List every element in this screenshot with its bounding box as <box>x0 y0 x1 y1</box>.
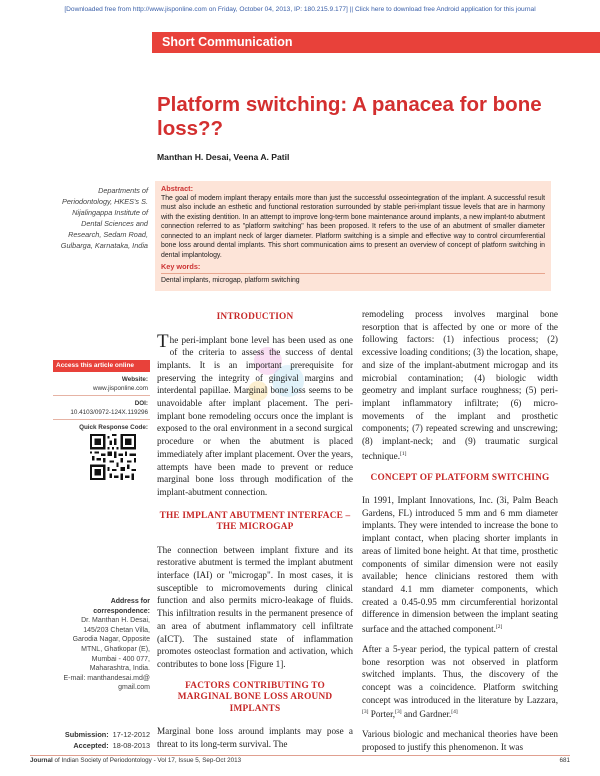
left-column <box>157 308 353 758</box>
doi-value[interactable]: 10.4103/0972-124X.119296 <box>70 409 148 416</box>
footer-divider <box>30 755 570 756</box>
website-label: Website: <box>121 376 148 383</box>
journal-bold: Journal <box>30 757 53 764</box>
ref-link[interactable]: [2] <box>495 624 503 631</box>
factors-continued <box>362 308 558 463</box>
iai-paragraph: The connection between implant fixture and its restorative abutment is termed the implant abutment interface (IAI) or "microgap". In most cases, it is susceptible to micromovements during clinical function and also permits micro-leakage of fluids. This infiltration results in the permanent presence of an area of abutment inflammatory cell infiltrate (aICT). The sustained state of inflammation promotes osteoclast formation and activation, which contributes to bone loss [Figure 1]. <box>157 544 353 669</box>
accepted-label: Accepted: <box>73 741 109 750</box>
correspondence-block <box>52 597 150 693</box>
download-banner[interactable]: [Downloaded free from http://www.jisponline.com on Friday, October 04, 2013, IP: 180.215.9.177] || Click here to download free Android application for this journal <box>64 6 536 13</box>
ref-link[interactable]: [3] <box>362 709 369 716</box>
corr-line: Garodia Nagar, Opposite <box>72 636 150 644</box>
corr-line: MTNL, Ghatkopar (E), <box>81 645 150 653</box>
concept-heading: CONCEPT OF PLATFORM SWITCHING <box>370 472 550 483</box>
ref-link[interactable]: [3] <box>395 709 402 716</box>
corr-email-domain[interactable]: gmail.com <box>118 684 150 692</box>
concept-text-1: In 1991, Implant Innovations, Inc. (3i, Palm Beach Gardens, FL) introduced 5 mm and 6 mm diameter implants. They were intended to increase the bone to implant contact, when placing shorter implants in areas of limited bone height. At that time, prosthetic components of similar dimension were not easily available; hence clinicians restored them with standard 4.1 mm diameter components, which created a 0.45-0.95 mm circumferential horizontal difference in dimension between the implant seating surface and the attached component. <box>362 495 558 635</box>
accepted-date: 18-08-2013 <box>112 741 150 750</box>
qr-label: Quick Response Code: <box>79 424 148 431</box>
dropcap: T <box>157 330 169 352</box>
website-row <box>53 372 150 396</box>
doi-label: DOI: <box>134 400 148 407</box>
qr-code-icon[interactable] <box>90 434 136 480</box>
corr-line: Mumbai - 400 077, <box>91 655 150 663</box>
keywords-text: Dental implants, microgap, platform switching <box>161 276 300 284</box>
right-column <box>362 308 558 760</box>
correspondence-label: Address for correspondence: <box>93 598 150 615</box>
abstract-box <box>155 181 551 291</box>
keywords-label: Key words: <box>161 262 201 271</box>
access-header: Access this article online <box>53 360 150 372</box>
concept-text-2c: and Gardner. <box>401 709 452 720</box>
journal-name <box>30 757 241 764</box>
factors-paragraph: Marginal bone loss around implants may pose a threat to its long-term survival. The <box>157 726 353 749</box>
intro-text: he peri-implant bone level has been used as one of the criteria to assess the success of dental implants. It is an important prerequisite for preserving the integrity of gingival margins and interdental papillae. Marginal bone loss seems to be unavoidable after implant placement. The peri-implant bone remodeling occurs once the implant is exposed to the oral environment in a second surgical procedure or when the abutment is placed immediately after implant placement. Over the years, attempts have been made to prevent or reduce marginal bone loss through modification of the implant-abutment connection. <box>157 334 353 497</box>
submission-date: 17-12-2012 <box>112 730 150 739</box>
affiliation: Departments of Periodontology, HKES's S. Nijalingappa Institute of Dental Sciences and Research, Sedam Road, Gulbarga, Karnataka, India <box>60 186 148 250</box>
concept-paragraph-2 <box>362 643 558 721</box>
corr-line: Maharashtra, India. <box>89 665 150 673</box>
abstract-label: Abstract: <box>161 184 194 193</box>
concept-text-2a: After a 5-year period, the typical pattern of crestal bone resorption was not observed in platform switched implants. Thus, the discovery of the concept was a coincidence. Platform switching concept was introduced in the literature by Lazzara, <box>362 643 558 705</box>
iai-heading: THE IMPLANT ABUTMENT INTERFACE – THE MICROGAP <box>159 510 351 533</box>
corr-line: Dr. Manthan H. Desai, <box>81 617 150 625</box>
journal-rest: of Indian Society of Periodontology - Vol 17, Issue 5, Sep-Oct 2013 <box>52 757 242 764</box>
page-footer <box>30 757 570 764</box>
factors-continued-text: remodeling process involves marginal bone resorption that is affected by one or more of the following factors: (1) infectious process; (2) excessive loading conditions; (3) the location, shape, and size of the implant-abutment microgap and its microbial contamination; (4) biologic width geometry and implant surface roughness; (5) peri-implant inflammatory infiltrate; (6) micro-movements of the implant and prosthetic components; (7) repeated screwing and unscrewing; (8) implant-neck; and (9) traumatic surgical technique. <box>362 309 558 461</box>
corr-line: 145/203 Chetan Villa, <box>83 626 150 634</box>
page-number: 681 <box>559 757 570 764</box>
section-tag: Short Communication <box>152 32 600 53</box>
concept-paragraph-3: Various biologic and mechanical theories have been proposed to justify this phenomenon. It was <box>362 729 558 752</box>
article-title: Platform switching: A panacea for bone loss?? <box>157 93 542 140</box>
website-link[interactable]: www.jisponline.com <box>93 385 148 392</box>
authors: Manthan H. Desai, Veena A. Patil <box>157 152 290 162</box>
ref-link[interactable]: [4] <box>451 709 458 716</box>
factors-heading: FACTORS CONTRIBUTING TO MARGINAL BONE LOSS AROUND IMPLANTS <box>177 680 333 714</box>
submission-label: Submission: <box>64 730 109 739</box>
dates-block <box>52 729 150 751</box>
keywords-divider <box>161 273 545 274</box>
intro-heading: INTRODUCTION <box>216 312 294 322</box>
corr-email[interactable]: E-mail: manthandesai.md@ <box>63 674 150 682</box>
concept-text-2b: Porter, <box>368 709 396 720</box>
abstract-text: The goal of modern implant therapy entails more than just the successful osseointegration of the implant. A successful result must also include an esthetic and functional restoration surrounded by stable peri-implant tissue levels that are in harmony with the existing dentition. In an attempt to improve long-term bone maintenance around implants, a new implant-to abutment connection referred to as "platform switching" has been proposed. It refers to the use of an abutment of smaller diameter connected to an implant neck of larger diameter. Platform switching is a simple and effective way to control circumferential bone loss around dental implants. This short communication aims to present an overview of concept of platform switching in dental implantology. <box>161 194 545 259</box>
concept-paragraph-1 <box>362 494 558 636</box>
ref-link[interactable]: [1] <box>400 450 407 457</box>
doi-row <box>53 396 150 420</box>
intro-paragraph <box>157 330 353 499</box>
